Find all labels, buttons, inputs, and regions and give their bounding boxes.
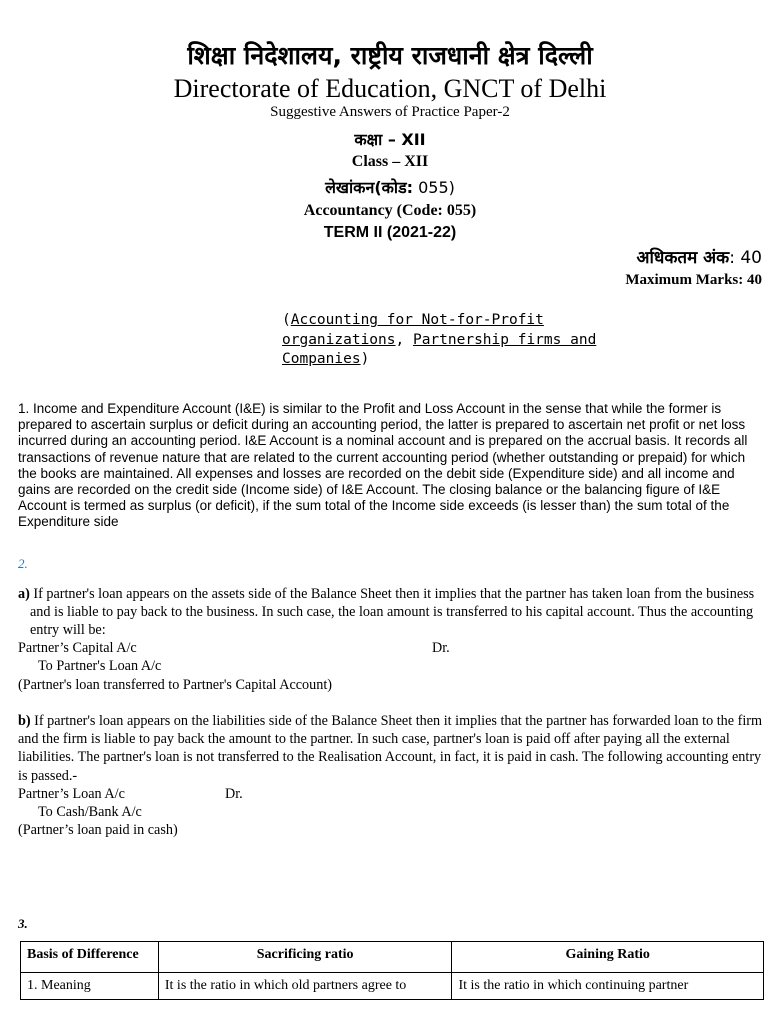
answer-2b-text: If partner's loan appears on the liabilities side of the Balance Sheet then it implies that the partner has forwarded loan to the firm and the firm is liable to pay back the amount to the partner. In such case, partner's loan is paid off after paying all the external liabilities. The partner's loan is not transferred to the Realisation Account, in fact, it is paid in cash. The following accounting entry is passed.- (18, 713, 763, 784)
max-marks-english: Maximum Marks: 40 (625, 272, 762, 288)
entry-a-narration: (Partner's loan transferred to Partner's Capital Account) (18, 677, 332, 693)
answer-1: 1. Income and Expenditure Account (I&E) is similar to the Profit and Loss Account in the sense that while the former is prepared to ascertain surplus or deficit during an accounting period, the latter is prepared to ascertain net profit or net loss incurred during an accounting period. I&E Account is a nominal account and is prepared on the accrual basis. It records all transactions of revenue nature that are related to the current accounting period (whether outstanding or prepaid) for which the books are maintained. All expenses and losses are recorded on the debit side (Expenditure side) and all income and gains are recorded on the credit side (Income side) of I&E Account. The closing balance or the balancing figure of I&E Account is termed as surplus (or deficit), if the sum total of the Income side exceeds (is lesser than) the sum total of the Expenditure side (18, 401, 748, 530)
answer-3-number: 3. (18, 916, 28, 931)
answer-2b-label: b) (18, 713, 31, 729)
term: TERM II (2021-22) (323, 224, 457, 241)
entry-a-credit: To Partner's Loan A/c (38, 658, 162, 674)
table-header-row (21, 942, 764, 973)
answer-2b (18, 712, 763, 785)
table-cell: 1. Meaning (21, 973, 159, 1000)
table-cell: It is the ratio in which old partners agree to (158, 973, 452, 1000)
max-marks-hindi-value: : 40 (729, 248, 762, 268)
english-title: Directorate of Education, GNCT of Delhi (173, 74, 607, 103)
answer-2a-label: a) (18, 586, 30, 602)
answer-2a (18, 585, 768, 640)
topic-open: ( (282, 312, 291, 328)
topic-close: ) (360, 351, 370, 367)
column-header: Basis of Difference (21, 942, 159, 973)
entry-b-credit: To Cash/Bank A/c (38, 804, 142, 820)
entry-a-dr: Dr. (432, 640, 450, 656)
hindi-title: शिक्षा निदेशालय, राष्ट्रीय राजधानी क्षेत्र दिल्ली (187, 41, 593, 70)
hindi-class: कक्षा – XII (354, 130, 426, 149)
topic-heading (282, 311, 622, 370)
hindi-subject-label: लेखांकन(कोड: (325, 178, 414, 197)
table-cell: It is the ratio in which continuing partner (452, 973, 764, 1000)
answer-2-number: 2. (18, 556, 28, 571)
topic-part1: Accounting for Not-for-Profit organizations (282, 312, 544, 348)
table-row (21, 973, 764, 1000)
entry-b-dr: Dr. (225, 786, 243, 802)
english-class: Class – XII (351, 153, 429, 170)
topic-part2: Partnership firms and Companies (282, 331, 597, 367)
topic-sep: , (395, 331, 413, 348)
entry-b-narration: (Partner’s loan paid in cash) (18, 822, 178, 838)
hindi-subject (0, 176, 768, 198)
answer-2a-text: If partner's loan appears on the assets side of the Balance Sheet then it implies that the partner has taken loan from the business and is liable to pay back to the business. In such case, the loan amount is transferred to his capital account. Thus the accounting entry will be: (29, 586, 755, 639)
max-marks-hindi (637, 245, 763, 268)
column-header: Gaining Ratio (452, 942, 764, 973)
subtitle: Suggestive Answers of Practice Paper-2 (270, 104, 510, 120)
english-subject: Accountancy (Code: 055) (303, 202, 477, 219)
entry-b-debit: Partner’s Loan A/c (18, 786, 125, 802)
max-marks-hindi-label: अधिकतम अंक (636, 248, 730, 268)
difference-table (20, 941, 764, 1000)
entry-a-debit: Partner’s Capital A/c (18, 640, 137, 656)
hindi-subject-code: 055) (413, 178, 455, 197)
column-header: Sacrificing ratio (158, 942, 452, 973)
